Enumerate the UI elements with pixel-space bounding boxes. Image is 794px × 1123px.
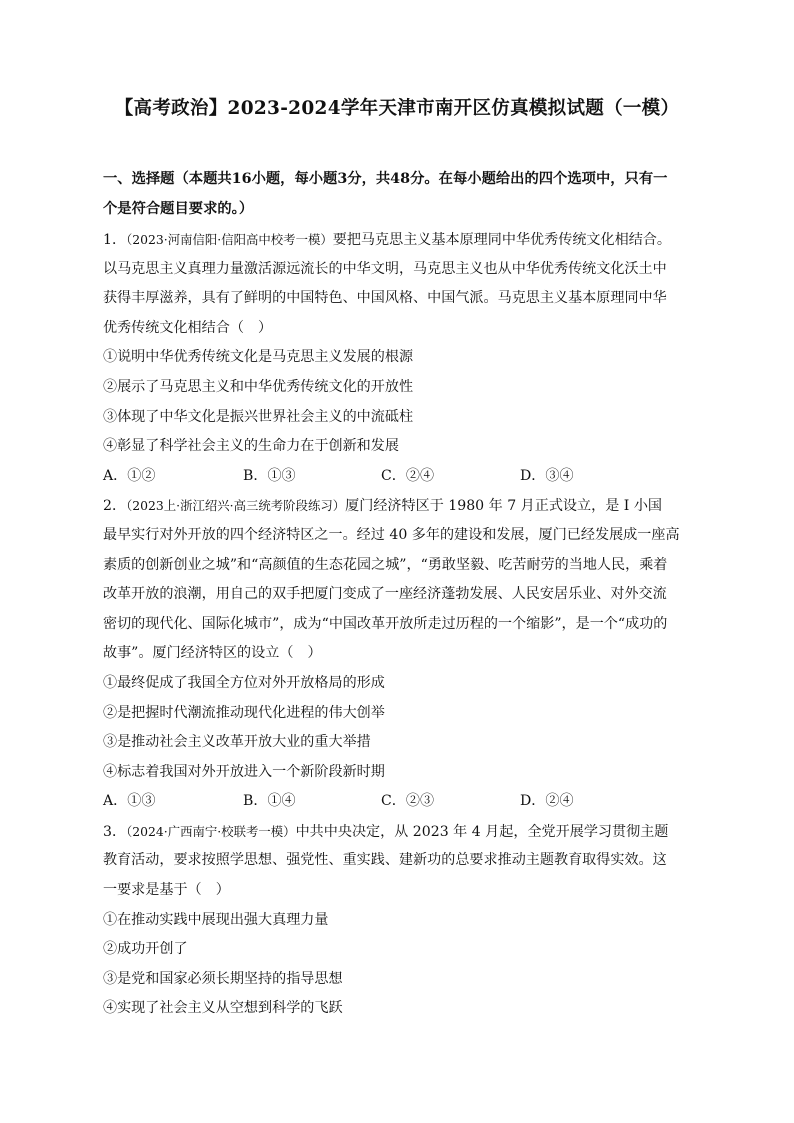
question-stem-line: 故事”。厦门经济特区的设立（ ） bbox=[103, 645, 322, 662]
option-b[interactable]: B．①③ bbox=[243, 467, 296, 484]
question-stem-line: 优秀传统文化相结合（ ） bbox=[103, 319, 273, 336]
question bbox=[103, 817, 703, 1024]
statement: ③体现了中华文化是振兴世界社会主义的中流砥柱 bbox=[103, 408, 414, 425]
question-stem-line: 最早实行对外开放的四个经济特区之一。经过 40 多年的建设和发展，厦门已经发展成一座高 bbox=[103, 526, 680, 543]
question-source: （2024·广西南宁·校联考一模） bbox=[126, 823, 296, 839]
question-first-line bbox=[103, 491, 703, 521]
statement: ④标志着我国对外开放进入一个新阶段新时期 bbox=[103, 763, 385, 780]
option-c[interactable]: C．②③ bbox=[381, 793, 435, 810]
statement: ②展示了马克思主义和中华优秀传统文化的开放性 bbox=[103, 378, 414, 395]
statement: ①说明中华优秀传统文化是马克思主义发展的根源 bbox=[103, 349, 414, 366]
option-a[interactable]: A．①③ bbox=[103, 793, 156, 810]
question bbox=[103, 491, 703, 817]
question-source: （2023·河南信阳·信阳高中校考一模） bbox=[126, 232, 333, 247]
statement: ①在推动实践中展现出强大真理力量 bbox=[103, 911, 329, 928]
question-stem-line: 素质的创新创业之城”和“高颜值的生态花园之城”，“勇敢坚毅、吃苦耐劳的当地人民，乘着 bbox=[103, 556, 668, 573]
section-heading bbox=[103, 165, 703, 224]
question-first-line bbox=[103, 225, 703, 255]
question-stem-line: 密切的现代化、国际化城市”，成为“中国改革开放所走过历程的一个缩影”，是一个“成功的 bbox=[103, 615, 668, 632]
option-d[interactable]: D．②④ bbox=[520, 793, 574, 810]
questions bbox=[103, 225, 703, 1024]
question-stem-line: 教育活动，要求按照学思想、强党性、重实践、建新功的总要求推动主题教育取得实效。这 bbox=[103, 852, 667, 869]
question bbox=[103, 225, 703, 491]
question-stem-line: 要把马克思主义基本原理同中华优秀传统文化相结合。 bbox=[332, 232, 671, 248]
document-title: 【高考政治】2023-2024学年天津市南开区仿真模拟试题（一模） bbox=[114, 98, 680, 119]
answer-options bbox=[103, 787, 703, 817]
statement: ③是推动社会主义改革开放大业的重大举措 bbox=[103, 734, 371, 751]
statement: ②是把握时代潮流推动现代化进程的伟大创举 bbox=[103, 704, 385, 721]
statement: ①最终促成了我国全方位对外开放格局的形成 bbox=[103, 674, 385, 691]
question-stem-line: 获得丰厚滋养，具有了鲜明的中国特色、中国风格、中国气派。马克思主义基本原理同中华 bbox=[103, 290, 667, 307]
question-first-line bbox=[103, 817, 703, 847]
option-b[interactable]: B．①④ bbox=[243, 793, 296, 810]
statement: ③是党和国家必须长期坚持的指导思想 bbox=[103, 970, 343, 987]
question-stem-line: 改革开放的浪潮，用自己的双手把厦门变成了一座经济蓬勃发展、人民安居乐业、对外交流 bbox=[103, 586, 667, 603]
statement: ④实现了社会主义从空想到科学的飞跃 bbox=[103, 1000, 343, 1017]
option-c[interactable]: C．②④ bbox=[381, 467, 435, 484]
question-number: 2． bbox=[103, 498, 127, 515]
answer-options bbox=[103, 462, 703, 492]
statement: ④彰显了科学社会主义的生命力在于创新和发展 bbox=[103, 438, 399, 455]
option-a[interactable]: A．①② bbox=[103, 467, 156, 484]
question-stem-line: 中共中央决定，从 2023 年 4 月起，全党开展学习贯彻主题 bbox=[295, 823, 669, 840]
question-stem-line: 一要求是基于（ ） bbox=[103, 882, 230, 899]
statement: ②成功开创了 bbox=[103, 941, 188, 958]
question-stem-line: 厦门经济特区于 1980 年 7 月正式设立，是 I 小国 bbox=[345, 498, 663, 515]
section-heading-line: 一、选择题（本题共16小题，每小题3分，共48分。在每小题给出的四个选项中，只有一 bbox=[103, 171, 668, 187]
question-number: 1． bbox=[103, 232, 127, 248]
option-d[interactable]: D．③④ bbox=[520, 467, 574, 484]
question-source: （2023上·浙江绍兴·高三统考阶段练习） bbox=[126, 498, 346, 514]
question-stem-line: 以马克思主义真理力量激活源远流长的中华文明，马克思主义也从中华优秀传统文化沃土中 bbox=[103, 260, 667, 277]
section-heading-line: 个是符合题目要求的。） bbox=[103, 200, 254, 217]
question-number: 3． bbox=[103, 823, 127, 840]
